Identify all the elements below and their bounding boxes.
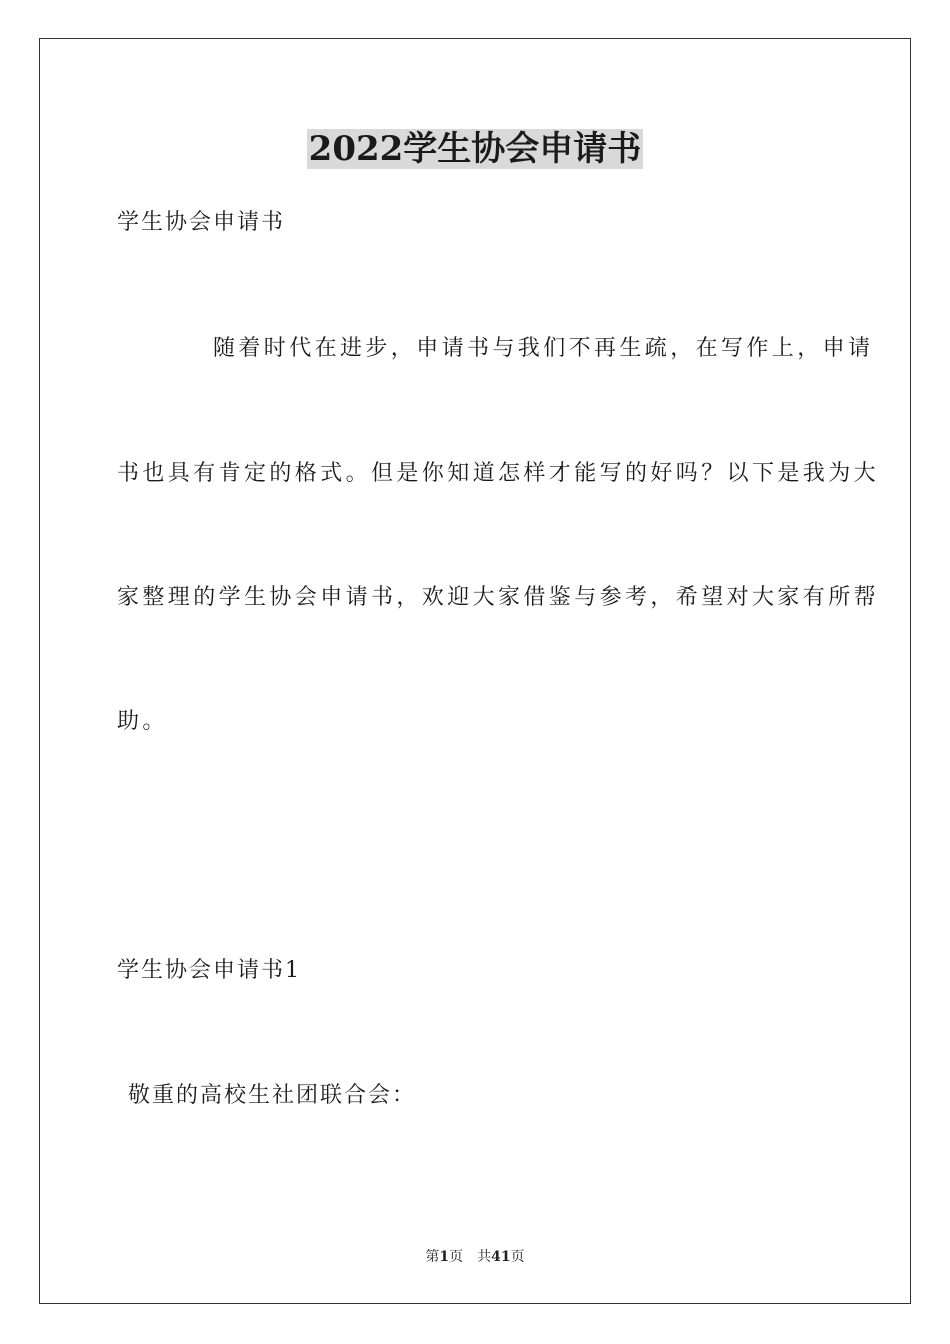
- section-heading: 学生协会申请书1: [117, 958, 301, 983]
- footer-page-mid: 页 共: [449, 1249, 492, 1265]
- intro-line-4: 助。: [117, 709, 168, 734]
- page-footer: [0, 1247, 950, 1267]
- document-title-text: 2022学生协会申请书: [308, 129, 642, 169]
- footer-page-suffix: 页: [510, 1249, 525, 1265]
- intro-line-3: 家整理的学生协会申请书，欢迎大家借鉴与参考，希望对大家有所帮: [117, 585, 880, 610]
- footer-page-prefix: 第: [425, 1249, 440, 1265]
- footer-page-number: 1: [439, 1249, 450, 1265]
- document-title: [0, 126, 950, 172]
- footer-total-pages: 41: [491, 1249, 511, 1265]
- salutation: 敬重的高校生社团联合会：: [128, 1083, 417, 1108]
- intro-line-2: 书也具有肯定的格式。但是你知道怎样才能写的好吗？以下是我为大: [117, 461, 880, 486]
- document-subtitle: 学生协会申请书: [117, 210, 286, 235]
- intro-line-1: 随着时代在进步，申请书与我们不再生疏，在写作上，申请: [213, 336, 874, 361]
